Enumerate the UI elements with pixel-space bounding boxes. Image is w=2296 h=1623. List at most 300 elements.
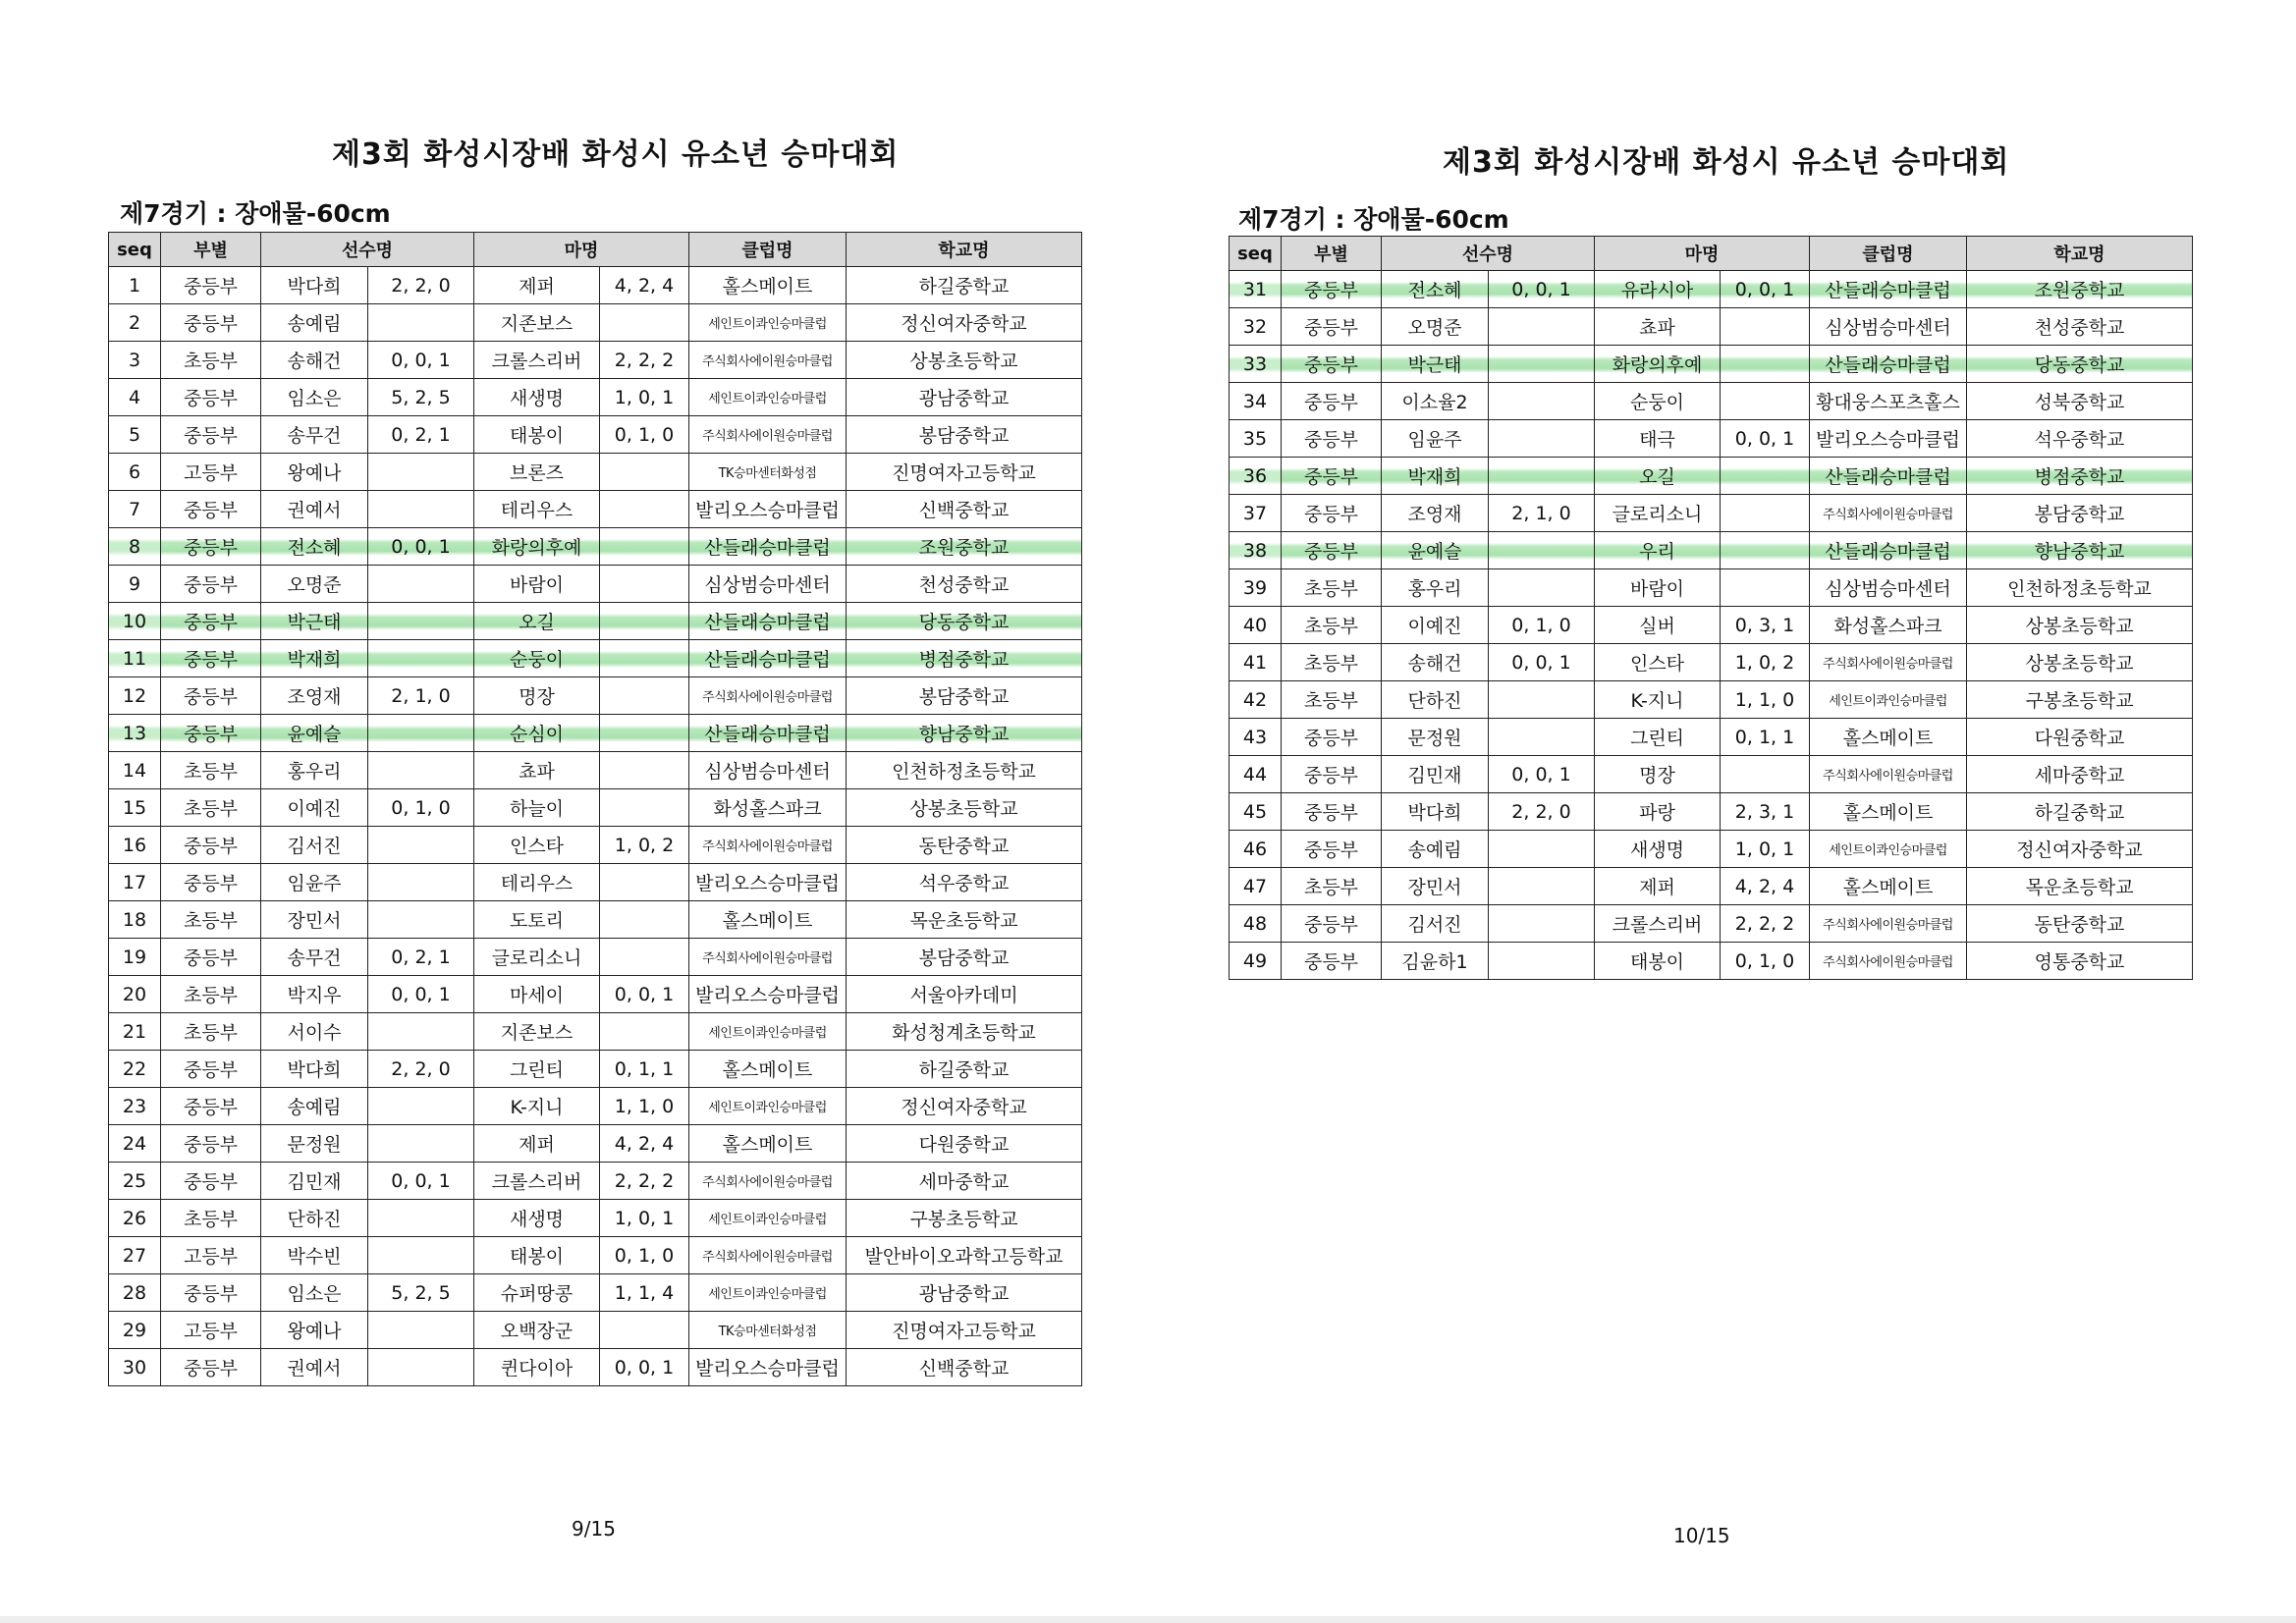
club-cell: 홀스메이트 [689,901,847,939]
club-cell: 홀스메이트 [689,1051,847,1088]
division-cell: 초등부 [1282,644,1382,681]
rider-score-cell: 0, 0, 1 [1489,271,1595,308]
rider-name-cell: 오명준 [1382,308,1489,346]
rider-score-cell [368,454,474,491]
table-row [1230,532,2193,569]
division-cell: 중등부 [1282,719,1382,756]
table-row [1230,793,2193,831]
horse-score-cell: 2, 2, 2 [1721,905,1810,943]
horse-score-cell [600,491,689,528]
table-row [109,491,1082,528]
rider-name-cell: 박수빈 [261,1237,368,1274]
rider-name-cell: 조영재 [261,677,368,715]
table-row [109,1237,1082,1274]
division-cell: 중등부 [1282,831,1382,868]
table-header-row [1230,237,2193,271]
school-cell: 인천하정초등학교 [847,752,1082,789]
table-row [1230,495,2193,532]
seq-cell: 49 [1230,943,1282,980]
horse-score-cell: 1, 0, 1 [1721,831,1810,868]
seq-cell: 11 [109,640,161,677]
rider-score-cell [368,603,474,640]
school-cell: 천성중학교 [1967,308,2193,346]
club-cell: 발리오스승마클럽 [1810,420,1967,458]
rider-score-cell: 0, 0, 1 [1489,644,1595,681]
division-cell: 초등부 [1282,607,1382,644]
school-cell: 영통중학교 [1967,943,2193,980]
table-row [1230,756,2193,793]
club-cell: 심상범승마센터 [1810,308,1967,346]
rider-name-cell: 장민서 [1382,868,1489,905]
horse-name-cell: 지존보스 [474,304,600,342]
school-cell: 성북중학교 [1967,383,2193,420]
horse-name-cell: 크롤스리버 [474,1163,600,1200]
division-cell: 중등부 [161,1163,261,1200]
division-cell: 중등부 [161,304,261,342]
horse-name-cell: 태봉이 [1595,943,1721,980]
rider-score-cell: 2, 2, 0 [368,1051,474,1088]
club-cell: TK승마센터화성점 [689,1312,847,1349]
rider-score-cell [368,1200,474,1237]
horse-name-cell: 태극 [1595,420,1721,458]
club-cell: TK승마센터화성점 [689,454,847,491]
rider-score-cell [368,864,474,901]
seq-cell: 1 [109,267,161,304]
club-cell: 주식회사에이원승마클럽 [1810,756,1967,793]
horse-name-cell: 태봉이 [474,1237,600,1274]
division-cell: 중등부 [161,379,261,416]
school-cell: 신백중학교 [847,491,1082,528]
rider-score-cell [368,827,474,864]
horse-score-cell [600,1312,689,1349]
division-cell: 중등부 [161,416,261,454]
club-cell: 세인트이콰인승마클럽 [689,1274,847,1312]
horse-score-cell: 2, 3, 1 [1721,793,1810,831]
seq-cell: 36 [1230,458,1282,495]
division-cell: 중등부 [1282,271,1382,308]
table-row [1230,868,2193,905]
rider-name-cell: 송무건 [261,416,368,454]
rider-score-cell: 2, 2, 0 [1489,793,1595,831]
seq-cell: 25 [109,1163,161,1200]
club-cell: 심상범승마센터 [689,752,847,789]
school-cell: 신백중학교 [847,1349,1082,1386]
horse-score-cell [600,901,689,939]
table-row [109,1274,1082,1312]
club-cell: 황대웅스포츠홀스 [1810,383,1967,420]
seq-cell: 39 [1230,569,1282,607]
rider-name-cell: 박다희 [261,267,368,304]
rider-score-cell [1489,719,1595,756]
rider-score-cell [368,1237,474,1274]
club-cell: 주식회사에이원승마클럽 [689,416,847,454]
division-cell: 중등부 [161,939,261,976]
horse-name-cell: 화랑의후예 [1595,346,1721,383]
school-cell: 당동중학교 [1967,346,2193,383]
seq-cell: 7 [109,491,161,528]
division-cell: 초등부 [161,1013,261,1051]
horse-name-cell: 크롤스리버 [474,342,600,379]
header-horse: 마명 [474,233,689,267]
rider-name-cell: 박지우 [261,976,368,1013]
table-row [109,640,1082,677]
rider-score-cell [1489,831,1595,868]
table-row [1230,719,2193,756]
rider-score-cell: 0, 1, 0 [368,789,474,827]
horse-score-cell: 0, 3, 1 [1721,607,1810,644]
horse-name-cell: 새생명 [474,1200,600,1237]
rider-score-cell [368,304,474,342]
rider-score-cell [1489,905,1595,943]
entry-table [1229,236,2193,980]
horse-score-cell [600,454,689,491]
seq-cell: 29 [109,1312,161,1349]
seq-cell: 26 [109,1200,161,1237]
club-cell: 홀스메이트 [1810,719,1967,756]
seq-cell: 2 [109,304,161,342]
school-cell: 구봉초등학교 [847,1200,1082,1237]
table-row [109,1163,1082,1200]
horse-name-cell: 지존보스 [474,1013,600,1051]
division-cell: 중등부 [161,1274,261,1312]
horse-name-cell: K-지니 [474,1088,600,1125]
division-cell: 중등부 [1282,943,1382,980]
rider-score-cell: 0, 0, 1 [368,528,474,566]
division-cell: 중등부 [161,603,261,640]
rider-name-cell: 서이수 [261,1013,368,1051]
seq-cell: 18 [109,901,161,939]
division-cell: 중등부 [1282,346,1382,383]
seq-cell: 12 [109,677,161,715]
school-cell: 봉담중학교 [1967,495,2193,532]
school-cell: 광남중학교 [847,1274,1082,1312]
division-cell: 초등부 [161,1200,261,1237]
rider-name-cell: 김서진 [1382,905,1489,943]
header-division: 부별 [161,233,261,267]
header-rider: 선수명 [1382,237,1595,271]
club-cell: 산들래승마클럽 [1810,271,1967,308]
horse-score-cell [1721,346,1810,383]
seq-cell: 8 [109,528,161,566]
horse-score-cell: 0, 1, 1 [600,1051,689,1088]
horse-score-cell [1721,569,1810,607]
horse-score-cell: 2, 2, 2 [600,342,689,379]
horse-score-cell [1721,458,1810,495]
horse-name-cell: 제퍼 [474,1125,600,1163]
seq-cell: 31 [1230,271,1282,308]
rider-name-cell: 왕예나 [261,1312,368,1349]
seq-cell: 38 [1230,532,1282,569]
school-cell: 정신여자중학교 [1967,831,2193,868]
school-cell: 석우중학교 [1967,420,2193,458]
horse-name-cell: 제퍼 [474,267,600,304]
rider-name-cell: 김민재 [261,1163,368,1200]
rider-score-cell [368,901,474,939]
club-cell: 산들래승마클럽 [689,603,847,640]
horse-name-cell: 인스타 [474,827,600,864]
division-cell: 중등부 [1282,793,1382,831]
header-division: 부별 [1282,237,1382,271]
rider-score-cell [1489,420,1595,458]
horse-name-cell: K-지니 [1595,681,1721,719]
rider-name-cell: 송예림 [261,1088,368,1125]
horse-name-cell: 크롤스리버 [1595,905,1721,943]
school-cell: 하길중학교 [847,267,1082,304]
club-cell: 심상범승마센터 [689,566,847,603]
division-cell: 초등부 [161,976,261,1013]
horse-score-cell [600,939,689,976]
scan-edge [0,1616,2296,1623]
table-row [109,603,1082,640]
horse-name-cell: 태봉이 [474,416,600,454]
table-row [109,1200,1082,1237]
seq-cell: 23 [109,1088,161,1125]
horse-score-cell [1721,756,1810,793]
table-row [1230,420,2193,458]
division-cell: 중등부 [161,1125,261,1163]
rider-score-cell [1489,868,1595,905]
rider-name-cell: 전소혜 [1382,271,1489,308]
horse-name-cell: 쵸파 [1595,308,1721,346]
rider-score-cell: 0, 0, 1 [1489,756,1595,793]
horse-name-cell: 순둥이 [474,640,600,677]
seq-cell: 16 [109,827,161,864]
division-cell: 초등부 [1282,868,1382,905]
horse-score-cell [1721,495,1810,532]
division-cell: 중등부 [1282,756,1382,793]
seq-cell: 45 [1230,793,1282,831]
seq-cell: 10 [109,603,161,640]
rider-score-cell: 0, 0, 1 [368,976,474,1013]
horse-name-cell: 파랑 [1595,793,1721,831]
club-cell: 세인트이콰인승마클럽 [689,1013,847,1051]
division-cell: 중등부 [1282,308,1382,346]
division-cell: 중등부 [161,267,261,304]
horse-score-cell [1721,308,1810,346]
header-seq: seq [1230,237,1282,271]
horse-name-cell: 제퍼 [1595,868,1721,905]
horse-name-cell: 순둥이 [1595,383,1721,420]
rider-name-cell: 임윤주 [261,864,368,901]
club-cell: 발리오스승마클럽 [689,1349,847,1386]
school-cell: 다원중학교 [847,1125,1082,1163]
club-cell: 세인트이콰인승마클럽 [689,1088,847,1125]
division-cell: 중등부 [161,715,261,752]
school-cell: 조원중학교 [1967,271,2193,308]
school-cell: 향남중학교 [1967,532,2193,569]
horse-name-cell: 인스타 [1595,644,1721,681]
rider-score-cell [1489,308,1595,346]
seq-cell: 4 [109,379,161,416]
club-cell: 세인트이콰인승마클럽 [1810,681,1967,719]
division-cell: 중등부 [1282,495,1382,532]
table-row [109,677,1082,715]
club-cell: 화성홀스파크 [689,789,847,827]
seq-cell: 43 [1230,719,1282,756]
division-cell: 초등부 [1282,681,1382,719]
division-cell: 고등부 [161,454,261,491]
seq-cell: 47 [1230,868,1282,905]
division-cell: 중등부 [161,1349,261,1386]
rider-name-cell: 김민재 [1382,756,1489,793]
horse-score-cell: 1, 1, 0 [600,1088,689,1125]
seq-cell: 44 [1230,756,1282,793]
rider-score-cell [368,1312,474,1349]
seq-cell: 37 [1230,495,1282,532]
horse-name-cell: 그린티 [1595,719,1721,756]
school-cell: 상봉초등학교 [847,342,1082,379]
rider-name-cell: 권예서 [261,1349,368,1386]
school-cell: 하길중학교 [1967,793,2193,831]
school-cell: 진명여자고등학교 [847,1312,1082,1349]
horse-score-cell [600,789,689,827]
horse-name-cell: 새생명 [1595,831,1721,868]
division-cell: 초등부 [161,342,261,379]
school-cell: 진명여자고등학교 [847,454,1082,491]
table-row [1230,569,2193,607]
rider-score-cell: 2, 1, 0 [368,677,474,715]
club-cell: 주식회사에이원승마클럽 [689,677,847,715]
rider-name-cell: 조영재 [1382,495,1489,532]
table-row [109,1051,1082,1088]
rider-name-cell: 오명준 [261,566,368,603]
horse-score-cell [1721,383,1810,420]
school-cell: 세마중학교 [847,1163,1082,1200]
rider-name-cell: 윤예슬 [1382,532,1489,569]
seq-cell: 13 [109,715,161,752]
seq-cell: 24 [109,1125,161,1163]
rider-name-cell: 송해건 [261,342,368,379]
horse-name-cell: 유라시아 [1595,271,1721,308]
rider-name-cell: 송무건 [261,939,368,976]
header-school: 학교명 [847,233,1082,267]
rider-score-cell [368,715,474,752]
seq-cell: 32 [1230,308,1282,346]
horse-score-cell: 1, 1, 4 [600,1274,689,1312]
horse-score-cell: 4, 2, 4 [600,1125,689,1163]
club-cell: 세인트이콰인승마클럽 [689,304,847,342]
event-title: 제7경기 : 장애물-60cm [1238,205,1509,234]
rider-name-cell: 송예림 [261,304,368,342]
header-rider: 선수명 [261,233,474,267]
division-cell: 고등부 [161,1237,261,1274]
table-row [109,1088,1082,1125]
rider-score-cell: 0, 2, 1 [368,939,474,976]
school-cell: 당동중학교 [847,603,1082,640]
horse-name-cell: 실버 [1595,607,1721,644]
division-cell: 중등부 [1282,532,1382,569]
seq-cell: 19 [109,939,161,976]
seq-cell: 46 [1230,831,1282,868]
horse-name-cell: 글로리소니 [474,939,600,976]
horse-score-cell [600,677,689,715]
rider-name-cell: 왕예나 [261,454,368,491]
document-title: 제3회 화성시장배 화성시 유소년 승마대회 [1443,145,2010,180]
rider-name-cell: 임소은 [261,1274,368,1312]
rider-score-cell: 5, 2, 5 [368,1274,474,1312]
division-cell: 중등부 [1282,383,1382,420]
header-seq: seq [109,233,161,267]
club-cell: 세인트이콰인승마클럽 [689,1200,847,1237]
club-cell: 산들래승마클럽 [1810,532,1967,569]
horse-name-cell: 쵸파 [474,752,600,789]
seq-cell: 28 [109,1274,161,1312]
horse-score-cell [600,566,689,603]
school-cell: 병점중학교 [1967,458,2193,495]
horse-score-cell [600,864,689,901]
horse-score-cell [600,603,689,640]
division-cell: 중등부 [161,640,261,677]
rider-name-cell: 문정원 [1382,719,1489,756]
horse-score-cell: 1, 0, 1 [600,379,689,416]
division-cell: 중등부 [161,1051,261,1088]
horse-name-cell: 새생명 [474,379,600,416]
seq-cell: 20 [109,976,161,1013]
rider-score-cell: 5, 2, 5 [368,379,474,416]
club-cell: 주식회사에이원승마클럽 [1810,905,1967,943]
rider-score-cell [1489,346,1595,383]
rider-name-cell: 이예진 [261,789,368,827]
school-cell: 다원중학교 [1967,719,2193,756]
club-cell: 주식회사에이원승마클럽 [689,1163,847,1200]
table-row [109,379,1082,416]
school-cell: 인천하정초등학교 [1967,569,2193,607]
rider-name-cell: 김윤하1 [1382,943,1489,980]
horse-score-cell: 0, 0, 1 [1721,271,1810,308]
club-cell: 산들래승마클럽 [1810,346,1967,383]
table-row [1230,607,2193,644]
division-cell: 중등부 [1282,905,1382,943]
rider-score-cell: 0, 0, 1 [368,1163,474,1200]
rider-score-cell [368,1125,474,1163]
seq-cell: 5 [109,416,161,454]
horse-score-cell: 1, 0, 2 [1721,644,1810,681]
club-cell: 산들래승마클럽 [689,640,847,677]
horse-name-cell: 퀸다이아 [474,1349,600,1386]
table-row [109,1312,1082,1349]
seq-cell: 9 [109,566,161,603]
table-row [1230,644,2193,681]
horse-name-cell: 바람이 [1595,569,1721,607]
rider-name-cell: 권예서 [261,491,368,528]
rider-name-cell: 송해건 [1382,644,1489,681]
horse-score-cell: 1, 1, 0 [1721,681,1810,719]
table-row [1230,271,2193,308]
horse-name-cell: 오백장군 [474,1312,600,1349]
header-school: 학교명 [1967,237,2193,271]
club-cell: 발리오스승마클럽 [689,491,847,528]
table-header-row [109,233,1082,267]
seq-cell: 33 [1230,346,1282,383]
rider-name-cell: 홍우리 [1382,569,1489,607]
rider-score-cell [1489,383,1595,420]
horse-score-cell [600,304,689,342]
horse-score-cell [600,1013,689,1051]
horse-score-cell [600,715,689,752]
rider-name-cell: 박재희 [261,640,368,677]
division-cell: 중등부 [1282,420,1382,458]
horse-name-cell: 오길 [1595,458,1721,495]
rider-score-cell: 2, 2, 0 [368,267,474,304]
rider-name-cell: 임윤주 [1382,420,1489,458]
school-cell: 목운초등학교 [847,901,1082,939]
table-row [109,454,1082,491]
table-row [1230,383,2193,420]
club-cell: 주식회사에이원승마클럽 [689,342,847,379]
table-row [109,864,1082,901]
school-cell: 상봉초등학교 [847,789,1082,827]
division-cell: 중등부 [161,827,261,864]
